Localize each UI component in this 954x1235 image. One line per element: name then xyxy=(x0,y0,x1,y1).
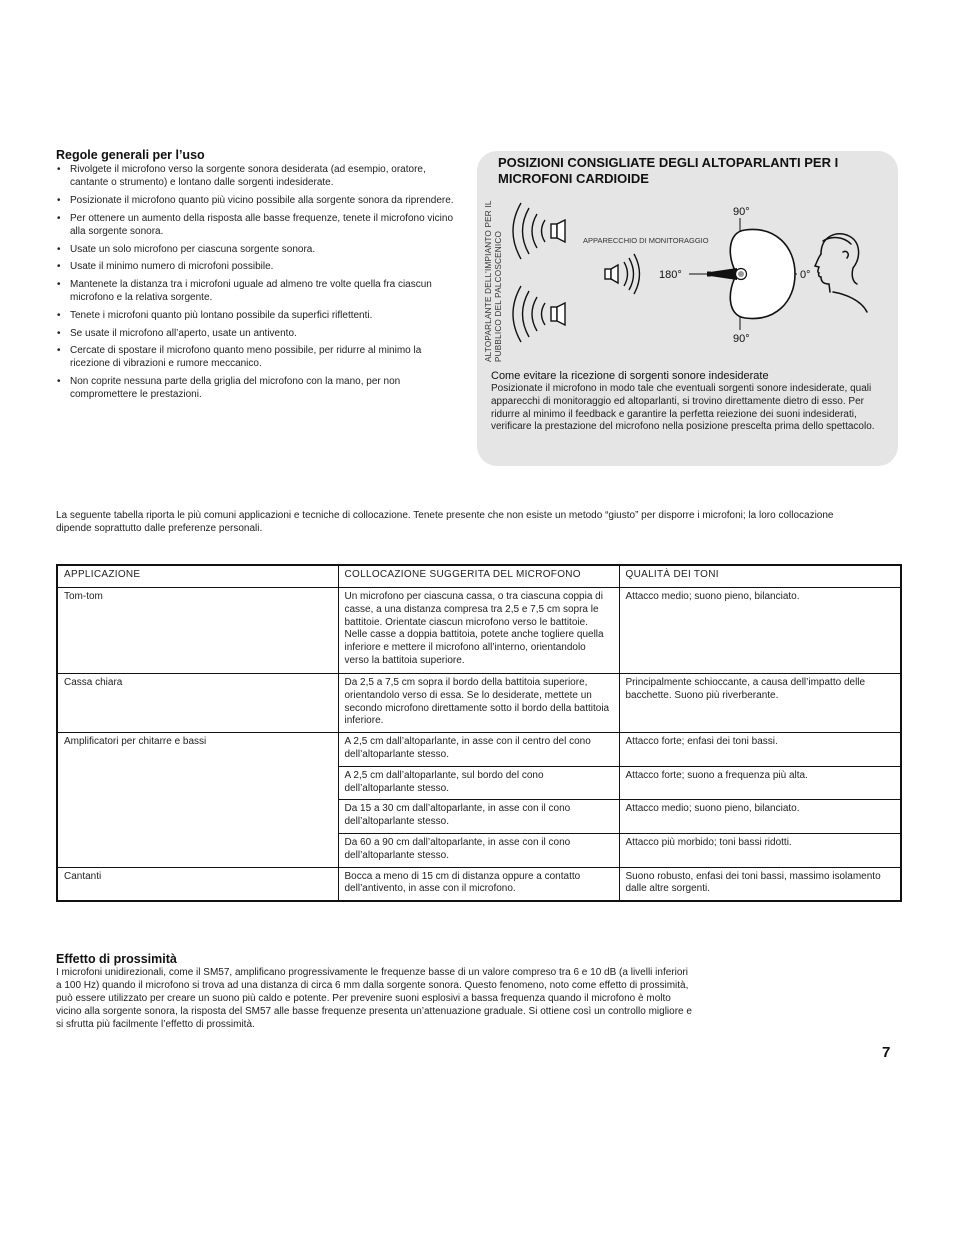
header-application: APPLICAZIONE xyxy=(57,565,338,588)
pa-speaker-top-icon xyxy=(513,203,565,259)
proximity-text: I microfoni unidirezionali, come il SM57, amplificano progressivamente le frequenze basse di un valore compreso tra 6 e 10 dB (a livelli inferiori a 100 Hz) quando il microfono si trova ad una distanza di circa 6 mm dalla sorgente sonora. Questo fenomeno, noto come effetto di prossimità, può essere utilizzato per creare un suono più caldo e potente. Per prevenire suoni esplosivi a bassa frequenza quando il microfono è molto vicino alla sorgente sonora, la risposta del SM57 alle basse frequenze presenta un’attenuazione graduale. Si ottiene così un controllo migliore e si sfrutta più facilmente l’effetto di prossimità. xyxy=(56,967,692,1030)
cell-application: Amplificatori per chitarre e bassi xyxy=(57,733,338,867)
cell-application: Cassa chiara xyxy=(57,674,338,733)
usage-rules-section xyxy=(56,148,456,406)
usage-rules-heading: Regole generali per l’uso xyxy=(56,148,205,162)
cell-tone: Attacco più morbido; toni bassi ridotti. xyxy=(619,833,901,867)
table-row xyxy=(57,674,901,733)
angle-90-bottom-label: 90° xyxy=(733,333,750,345)
table-intro-text: La seguente tabella riporta le più comuni applicazioni e tecniche di collocazione. Tenete presente che non esiste un metodo “giusto” per disporre i microfoni; la loro collocazione dipende soprattutto dalle preferenze personali. xyxy=(56,510,834,534)
table-header-row xyxy=(57,565,901,588)
avoid-text: Posizionate il microfono in modo tale che eventuali sorgenti sonore indesiderate, quali apparecchi di monitoraggio ed altoparlanti, si trovino direttamente dietro di esso. Per ridurre al minimo il feedback e garantire la perfetta reiezione dei suoni indesiderati, verificare la prestazione del microfono nella posizione prescelta prima dello spettacolo. xyxy=(491,383,875,433)
list-item: • Per ottenere un aumento della risposta alle basse frequenze, tenete il microfono vicino alla sorgente sonora. xyxy=(56,212,456,238)
cell-tone: Principalmente schioccante, a causa dell’impatto delle bacchette. Suono più riverberante. xyxy=(619,674,901,733)
placement-table-container xyxy=(56,564,900,902)
microphone-icon xyxy=(707,268,747,280)
cell-placement: Bocca a meno di 15 cm di distanza oppure a contatto dell’antivento, in asse con il microfono. xyxy=(338,867,619,901)
angle-180-label: 180° xyxy=(659,269,682,281)
angle-90-top-label: 90° xyxy=(733,206,750,218)
header-placement: COLLOCAZIONE SUGGERITA DEL MICROFONO xyxy=(338,565,619,588)
list-item: • Posizionate il microfono quanto più vicino possibile alla sorgente sonora da riprendere. xyxy=(56,194,456,207)
cell-tone: Attacco forte; suono a frequenza più alta. xyxy=(619,766,901,800)
cell-placement: Un microfono per ciascuna cassa, o tra ciascuna coppia di casse, a una distanza compresa tra 2,5 e 7,5 cm sopra le battitoie. Orientate ciascun microfono verso le battitoie. Nelle casse a doppia battitoia, potete anche togliere quella inferiore e mettere il microfono all’interno, orientandolo verso la battitoia superiore. xyxy=(338,588,619,674)
angle-0-label: 0° xyxy=(800,269,811,281)
list-item: • Tenete i microfoni quanto più lontano possibile da superfici riflettenti. xyxy=(56,309,456,322)
header-tone-quality: QUALITÀ DEI TONI xyxy=(619,565,901,588)
pa-speaker-bottom-icon xyxy=(513,286,565,342)
table-row xyxy=(57,588,901,674)
speaker-position-title: POSIZIONI CONSIGLIATE DEGLI ALTOPARLANTI PER I MICROFONI CARDIOIDE xyxy=(498,155,839,186)
proximity-effect-section xyxy=(56,952,696,1031)
list-item: • Non coprite nessuna parte della griglia del microfono con la mano, per non compromettere le prestazioni. xyxy=(56,375,456,401)
cell-placement: Da 15 a 30 cm dall’altoparlante, in asse con il cono dell’altoparlante stesso. xyxy=(338,800,619,834)
avoid-unwanted-sources-section xyxy=(491,369,887,434)
cell-placement: A 2,5 cm dall’altoparlante, sul bordo del cono dell’altoparlante stesso. xyxy=(338,766,619,800)
cell-tone: Attacco medio; suono pieno, bilanciato. xyxy=(619,588,901,674)
page-number: 7 xyxy=(882,1044,891,1061)
table-row xyxy=(57,867,901,901)
monitor-speaker-icon xyxy=(605,254,640,294)
cardioid-placement-diagram xyxy=(505,196,895,351)
cell-placement: A 2,5 cm dall’altoparlante, in asse con il centro del cono dell’altoparlante stesso. xyxy=(338,733,619,767)
list-item: • Mantenete la distanza tra i microfoni uguale ad almeno tre volte quella fra ciascun microfono e la relativa sorgente. xyxy=(56,278,456,304)
list-item: • Se usate il microfono all’aperto, usate un antivento. xyxy=(56,327,456,340)
cell-application: Tom-tom xyxy=(57,588,338,674)
avoid-heading: Come evitare la ricezione di sorgenti sonore indesiderate xyxy=(491,370,769,382)
list-item: • Cercate di spostare il microfono quanto meno possibile, per ridurre al minimo la ricezione di vibrazioni e rumore meccanico. xyxy=(56,344,456,370)
cell-placement: Da 60 a 90 cm dall’altoparlante, in asse con il cono dell’altoparlante stesso. xyxy=(338,833,619,867)
cell-tone: Attacco medio; suono pieno, bilanciato. xyxy=(619,800,901,834)
cell-placement: Da 2,5 a 7,5 cm sopra il bordo della battitoia superiore, orientandolo verso di essa. Se lo desiderate, mettete un secondo microfono direttamente sotto il bordo della battitoia inferiore. xyxy=(338,674,619,733)
cell-application: Cantanti xyxy=(57,867,338,901)
cell-tone: Suono robusto, enfasi dei toni bassi, massimo isolamento dalle altre sorgenti. xyxy=(619,867,901,901)
table-row xyxy=(57,733,901,767)
placement-table xyxy=(56,564,902,902)
usage-rules-list xyxy=(56,163,456,402)
pa-speaker-label: ALTOPARLANTE DELL’IMPIANTO PER IL PUBBLICO DEL PALCOSCENICO xyxy=(484,200,503,362)
list-item: • Usate un solo microfono per ciascuna sorgente sonora. xyxy=(56,243,456,256)
singer-head-icon xyxy=(815,234,867,312)
list-item: • Usate il minimo numero di microfoni possibile. xyxy=(56,260,456,273)
monitor-label: APPARECCHIO DI MONITORAGGIO xyxy=(583,236,709,245)
list-item: • Rivolgete il microfono verso la sorgente sonora desiderata (ad esempio, oratore, cantante o strumento) e lontano dalle sorgenti indesiderate. xyxy=(56,163,456,189)
cell-tone: Attacco forte; enfasi dei toni bassi. xyxy=(619,733,901,767)
proximity-heading: Effetto di prossimità xyxy=(56,952,177,966)
